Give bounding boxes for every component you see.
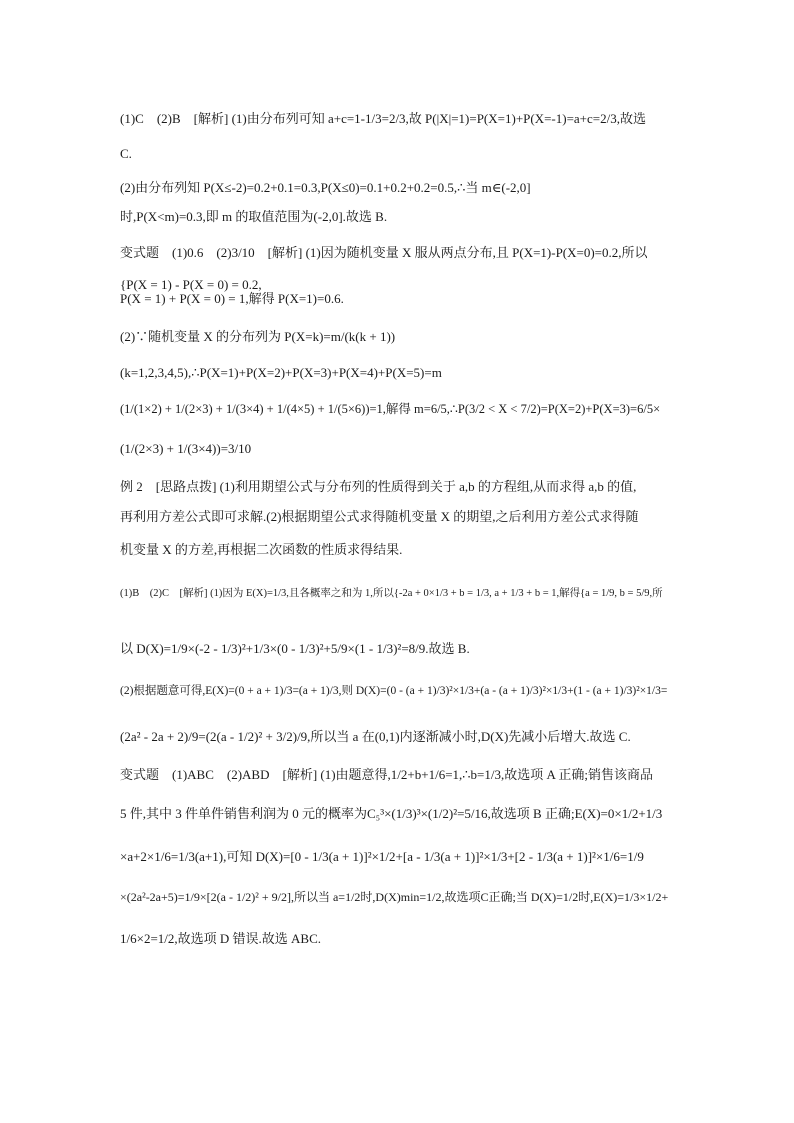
equation-line: P(X = 1) + P(X = 0) = 1,解得 P(X=1)=0.6. <box>120 291 344 306</box>
answer-line: 以 D(X)=1/9×(-2 - 1/3)²+1/3×(0 - 1/3)²+5/9×(1 - 1/3)²=8/9.故选 B. <box>120 641 470 656</box>
answer-line: (1)C (2)B [解析] (1)由分布列可知 a+c=1-1/3=2/3,故 P(|X|=1)=P(X=1)+P(X=-1)=a+c=2/3,故选 <box>120 111 646 126</box>
equation-line: (1/(1×2) + 1/(2×3) + 1/(3×4) + 1/(4×5) + 1/(5×6))=1,解得 m=6/5,∴P(3/2 < X < 7/2)=P(X=2)+P(X=3)=6/5× <box>120 402 661 416</box>
answer-line: (2)根据题意可得,E(X)=(0 + a + 1)/3=(a + 1)/3,则 D(X)=(0 - (a + 1)/3)²×1/3+(a - (a + 1)/3)²×1/3+(1 - (a + 1)/3)²×1/3= <box>120 685 668 697</box>
answer-line: (2)由分布列知 P(X≤-2)=0.2+0.1=0.3,P(X≤0)=0.1+0.2+0.2=0.5,∴当 m∈(-2,0] <box>120 180 531 195</box>
answer-line: (2a² - 2a + 2)/9=(2(a - 1/2)² + 3/2)/9,所以当 a 在(0,1)内逐渐减小时,D(X)先减小后增大.故选 C. <box>120 729 631 744</box>
example-line: 例 2 [思路点拨] (1)利用期望公式与分布列的性质得到关于 a,b 的方程组,从而求得 a,b 的值, <box>120 479 637 494</box>
example-line: 机变量 X 的方差,再根据二次函数的性质求得结果. <box>120 542 403 557</box>
answer-line: 时,P(X<m)=0.3,即 m 的取值范围为(-2,0].故选 B. <box>120 209 388 224</box>
answer-line: 1/6×2=1/2,故选项 D 错误.故选 ABC. <box>120 931 322 946</box>
equation-line: {P(X = 1) - P(X = 0) = 0.2, <box>120 277 262 292</box>
answer-line: 5 件,其中 3 件单件销售利润为 0 元的概率为C₅³×(1/3)³×(1/2)²=5/16,故选项 B 正确;E(X)=0×1/2+1/3 <box>120 806 663 821</box>
answer-line: C. <box>120 146 132 161</box>
answer-line: ×(2a²-2a+5)=1/9×[2(a - 1/2)² + 9/2],所以当 a=1/2时,D(X)min=1/2,故选项C正确;当 D(X)=1/2时,E(X)=1/3×1/2+ <box>120 890 669 904</box>
answer-line: (k=1,2,3,4,5),∴P(X=1)+P(X=2)+P(X=3)+P(X=4)+P(X=5)=m <box>120 365 442 380</box>
answer-line: ×a+2×1/6=1/3(a+1),可知 D(X)=[0 - 1/3(a + 1)]²×1/2+[a - 1/3(a + 1)]²×1/3+[2 - 1/3(a + 1)]²×1/6=1/9 <box>120 849 644 864</box>
answer-line: 变式题 (1)0.6 (2)3/10 [解析] (1)因为随机变量 X 服从两点分布,且 P(X=1)-P(X=0)=0.2,所以 <box>120 245 648 260</box>
answer-line: (1)B (2)C [解析] (1)因为 E(X)=1/3,且各概率之和为 1,所以{-2a + 0×1/3 + b = 1/3, a + 1/3 + b = 1,解得{a = 1/9, b = 5/9,所 <box>120 588 663 599</box>
equation-line: (1/(2×3) + 1/(3×4))=3/10 <box>120 441 252 456</box>
example-line: 再利用方差公式即可求解.(2)根据期望公式求得随机变量 X 的期望,之后利用方差公式求得随 <box>120 509 639 524</box>
answer-line: (2)∵随机变量 X 的分布列为 P(X=k)=m/(k(k + 1)) <box>120 329 396 344</box>
answer-line: 变式题 (1)ABC (2)ABD [解析] (1)由题意得,1/2+b+1/6=1,∴b=1/3,故选项 A 正确;销售该商品 <box>120 767 654 782</box>
